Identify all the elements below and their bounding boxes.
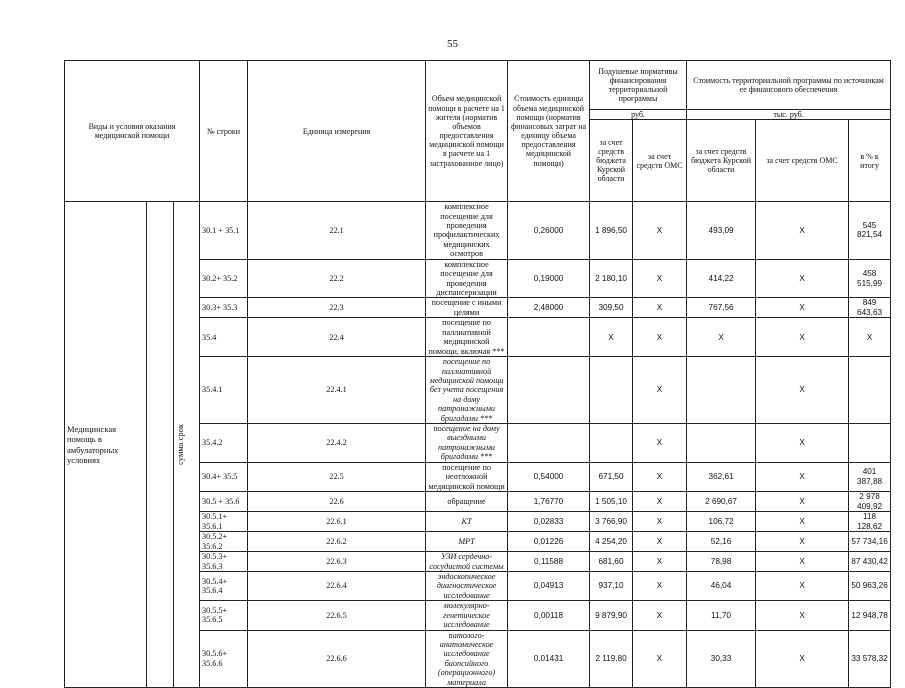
budget-percapita-cell: X: [633, 298, 687, 318]
code-cell: 35.4.1: [200, 357, 248, 424]
volume-cell: 0,00118: [508, 601, 590, 630]
cost-cell: 9 879,90: [590, 601, 633, 630]
cost-cell: 671,50: [590, 462, 633, 491]
header-cost: Стоимость единицы объема медицинской помощи (норматив финансовых затрат на единицу объема предоставления медицинской помощи): [508, 61, 590, 202]
oms-percapita-cell: 106,72: [687, 512, 756, 532]
row-number-cell: 22.5: [248, 462, 426, 491]
cost-cell: 2 119,80: [590, 630, 633, 688]
oms-total-cell: 33 578,32: [849, 630, 891, 688]
budget-total-cell: X: [756, 462, 849, 491]
vertical-label-cell: [174, 202, 200, 688]
row-number-cell: 22.6.5: [248, 601, 426, 630]
section-label: Медицинская помощь в амбулаторных условиях: [65, 202, 147, 688]
row-number-cell: 22.4.1: [248, 357, 426, 424]
budget-percapita-cell: X: [633, 202, 687, 260]
unit-cell: посещение по паллиативной медицинской помощи, включая ***: [426, 318, 508, 357]
unit-cell: комплексное посещение для проведения диспансеризации: [426, 259, 508, 298]
budget-total-cell: X: [756, 318, 849, 357]
budget-percapita-cell: X: [633, 532, 687, 552]
page-number: 55: [447, 38, 458, 50]
volume-cell: [508, 318, 590, 357]
oms-percapita-cell: 362,61: [687, 462, 756, 491]
header-sub-oms: за счет средств ОМС: [633, 120, 687, 202]
oms-percapita-cell: 78,98: [687, 552, 756, 572]
code-cell: 30.5 + 35.6: [200, 492, 248, 512]
code-cell: 30.5.2+ 35.6.2: [200, 532, 248, 552]
cost-cell: [590, 424, 633, 463]
volume-cell: 0,19000: [508, 259, 590, 298]
volume-cell: [508, 357, 590, 424]
row-number-cell: 22.1: [248, 202, 426, 260]
oms-total-cell: 401 387,88: [849, 462, 891, 491]
budget-total-cell: X: [756, 552, 849, 572]
budget-percapita-cell: X: [633, 259, 687, 298]
budget-percapita-cell: X: [633, 572, 687, 601]
row-number-cell: 22.6.1: [248, 512, 426, 532]
cost-cell: [590, 357, 633, 424]
budget-total-cell: X: [756, 630, 849, 688]
vertical-label: сумма срок: [175, 424, 185, 466]
budget-total-cell: X: [756, 202, 849, 260]
budget-total-cell: X: [756, 601, 849, 630]
code-cell: 35.4.2: [200, 424, 248, 463]
row-number-cell: 22.4.2: [248, 424, 426, 463]
budget-percapita-cell: X: [633, 424, 687, 463]
budget-percapita-cell: X: [633, 462, 687, 491]
oms-percapita-cell: 11,70: [687, 601, 756, 630]
header-row-number: № строки: [200, 61, 248, 202]
cost-cell: X: [590, 318, 633, 357]
oms-total-cell: 458 515,99: [849, 259, 891, 298]
budget-total-cell: X: [756, 532, 849, 552]
code-cell: 30.5.4+ 35.6.4: [200, 572, 248, 601]
oms-percapita-cell: 46,04: [687, 572, 756, 601]
oms-percapita-cell: 767,56: [687, 298, 756, 318]
code-cell: 30.5.5+ 35.6.5: [200, 601, 248, 630]
cost-cell: 2 180,10: [590, 259, 633, 298]
unit-cell: посещение по неотложной медицинской помощи: [426, 462, 508, 491]
budget-percapita-cell: X: [633, 601, 687, 630]
code-cell: 30.5.1+ 35.6.1: [200, 512, 248, 532]
oms-percapita-cell: 493,09: [687, 202, 756, 260]
oms-total-cell: 545 821,54: [849, 202, 891, 260]
row-number-cell: 22.6.2: [248, 532, 426, 552]
table-body: [65, 202, 891, 688]
budget-total-cell: X: [756, 259, 849, 298]
header-type: Виды и условия оказания медицинской помощи: [65, 61, 200, 202]
unit-cell: УЗИ сердечно-сосудистой системы: [426, 552, 508, 572]
volume-cell: 0,01226: [508, 532, 590, 552]
spacer-cell: [147, 202, 174, 688]
volume-cell: 0,54000: [508, 462, 590, 491]
unit-cell: посещение на дому выездными патронажными бригадами ***: [426, 424, 508, 463]
unit-cell: обращение: [426, 492, 508, 512]
row-number-cell: 22.3: [248, 298, 426, 318]
header-sub-budget: за счет средств бюджета Курской области: [590, 120, 633, 202]
budget-total-cell: X: [756, 492, 849, 512]
cost-cell: 1 505,10: [590, 492, 633, 512]
oms-total-cell: [849, 357, 891, 424]
cost-cell: 3 766,90: [590, 512, 633, 532]
budget-percapita-cell: X: [633, 512, 687, 532]
oms-percapita-cell: 414,22: [687, 259, 756, 298]
volume-cell: 0,01431: [508, 630, 590, 688]
budget-total-cell: X: [756, 357, 849, 424]
budget-total-cell: X: [756, 512, 849, 532]
oms-percapita-cell: [687, 357, 756, 424]
oms-total-cell: 118 128,62: [849, 512, 891, 532]
row-number-cell: 22.2: [248, 259, 426, 298]
volume-cell: 0,26000: [508, 202, 590, 260]
volume-cell: 2,48000: [508, 298, 590, 318]
unit-cell: патолого-анатомическое исследование биопсийного (операционного) материала: [426, 630, 508, 688]
code-cell: 30.4+ 35.5: [200, 462, 248, 491]
code-cell: 30.2+ 35.2: [200, 259, 248, 298]
row-number-cell: 22.6: [248, 492, 426, 512]
oms-total-cell: [849, 424, 891, 463]
budget-percapita-cell: X: [633, 492, 687, 512]
volume-cell: 0,11588: [508, 552, 590, 572]
header-sub-oms-total: за счет средств ОМС: [756, 120, 849, 202]
code-cell: 35.4: [200, 318, 248, 357]
unit-cell: комплексное посещение для проведения профилактических медицинских осмотров: [426, 202, 508, 260]
volume-cell: [508, 424, 590, 463]
financing-table: [64, 60, 891, 688]
cost-cell: 681,60: [590, 552, 633, 572]
oms-total-cell: 50 963,26: [849, 572, 891, 601]
volume-cell: 1,76770: [508, 492, 590, 512]
unit-cell: МРТ: [426, 532, 508, 552]
code-cell: 30.5.3+ 35.6.3: [200, 552, 248, 572]
oms-total-cell: 87 430,42: [849, 552, 891, 572]
unit-cell: КТ: [426, 512, 508, 532]
budget-total-cell: X: [756, 424, 849, 463]
table-row: [65, 202, 891, 260]
oms-total-cell: 12 948,78: [849, 601, 891, 630]
oms-percapita-cell: 30,33: [687, 630, 756, 688]
oms-percapita-cell: [687, 424, 756, 463]
oms-percapita-cell: 2 690,67: [687, 492, 756, 512]
budget-percapita-cell: X: [633, 318, 687, 357]
budget-percapita-cell: X: [633, 630, 687, 688]
header-unit: Единица измерения: [248, 61, 426, 202]
budget-percapita-cell: X: [633, 357, 687, 424]
oms-percapita-cell: X: [687, 318, 756, 357]
unit-cell: посещение по паллиативной медицинской помощи без учета посещения на дому патронажными бригадами ***: [426, 357, 508, 424]
header-total-unit: тыс. руб.: [687, 110, 891, 120]
unit-cell: эндоскопическое диагностическое исследование: [426, 572, 508, 601]
budget-total-cell: X: [756, 298, 849, 318]
row-number-cell: 22.4: [248, 318, 426, 357]
row-number-cell: 22.6.3: [248, 552, 426, 572]
code-cell: 30.1 + 35.1: [200, 202, 248, 260]
table-header: [65, 61, 891, 202]
budget-total-cell: X: [756, 572, 849, 601]
header-total: Стоимость территориальной программы по источникам ее финансового обеспечения: [687, 61, 891, 110]
header-sub-percent: в % к итогу: [849, 120, 891, 202]
volume-cell: 0,04913: [508, 572, 590, 601]
row-number-cell: 22.6.6: [248, 630, 426, 688]
cost-cell: 4 254,20: [590, 532, 633, 552]
cost-cell: 937,10: [590, 572, 633, 601]
code-cell: 30.5.6+ 35.6.6: [200, 630, 248, 688]
oms-total-cell: 2 978 409,92: [849, 492, 891, 512]
budget-percapita-cell: X: [633, 552, 687, 572]
unit-cell: молекулярно-генетическое исследование: [426, 601, 508, 630]
header-percapita: Подушевые нормативы финансирования территориальной программы: [590, 61, 687, 110]
unit-cell: посещение с иными целями: [426, 298, 508, 318]
oms-total-cell: X: [849, 318, 891, 357]
oms-percapita-cell: 52,16: [687, 532, 756, 552]
row-number-cell: 22.6.4: [248, 572, 426, 601]
cost-cell: 309,50: [590, 298, 633, 318]
oms-total-cell: 57 734,16: [849, 532, 891, 552]
oms-total-cell: 849 643,63: [849, 298, 891, 318]
cost-cell: 1 896,50: [590, 202, 633, 260]
code-cell: 30.3+ 35.3: [200, 298, 248, 318]
header-volume: Объем медицинской помощи в расчете на 1 жителя (норматив объемов предоставления медицинской помощи в расчете на 1 застрахованное лицо): [426, 61, 508, 202]
header-sub-budget-total: за счет средств бюджета Курской области: [687, 120, 756, 202]
header-percapita-unit: руб.: [590, 110, 687, 120]
volume-cell: 0,02833: [508, 512, 590, 532]
